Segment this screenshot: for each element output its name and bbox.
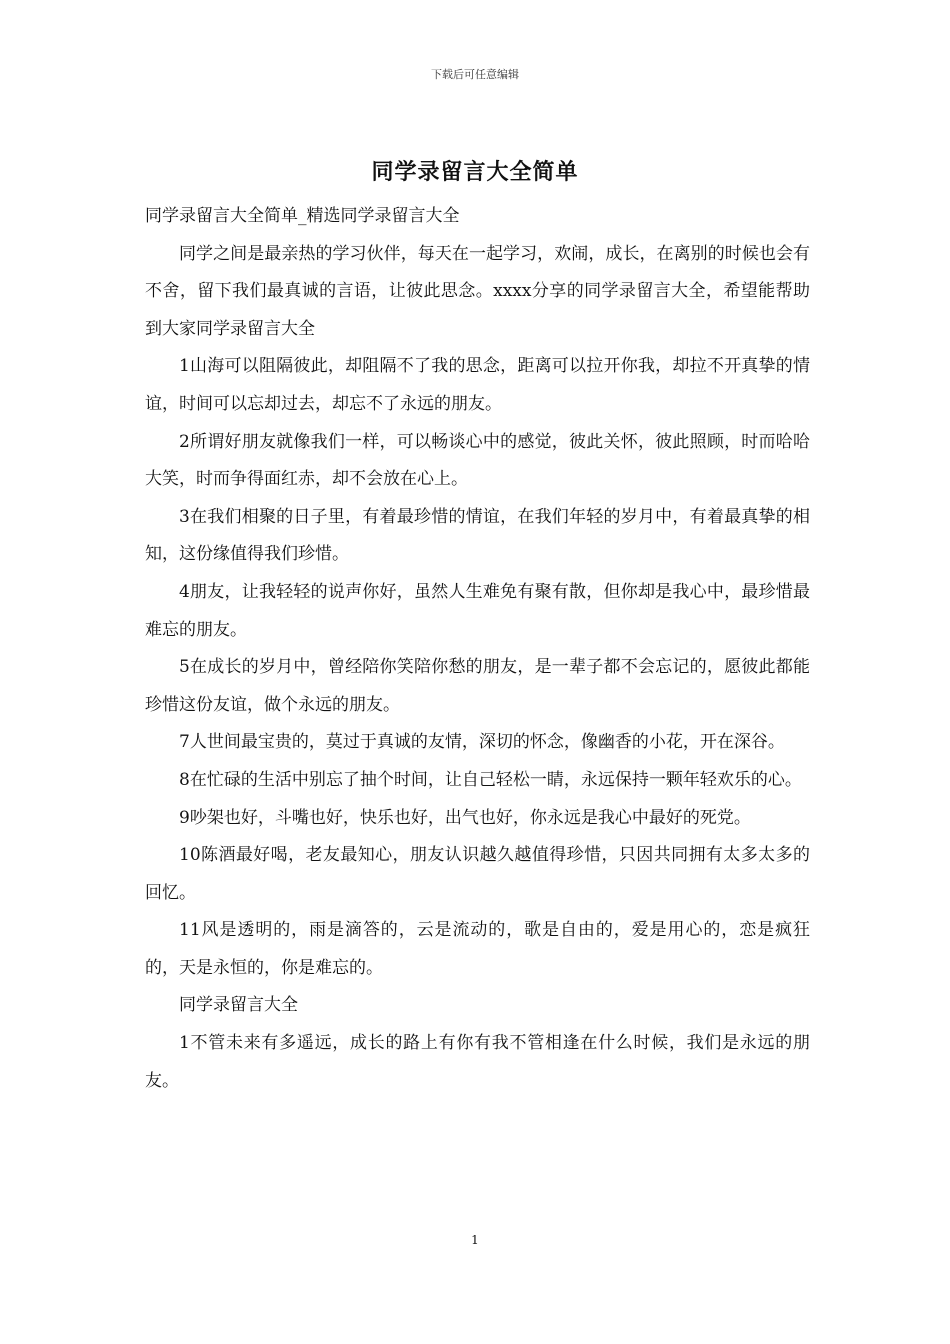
header-note: 下载后可任意编辑 [431, 68, 519, 81]
message-paragraph: 3在我们相聚的日子里，有着最珍惜的情谊，在我们年轻的岁月中，有着最真挚的相知，这份缘值得我们珍惜。 [145, 506, 810, 565]
page-number: 1 [471, 1233, 479, 1247]
message-paragraph: 4朋友，让我轻轻的说声你好，虽然人生难免有聚有散，但你却是我心中，最珍惜最难忘的朋友。 [145, 581, 810, 640]
subtitle: 同学录留言大全简单_精选同学录留言大全 [145, 206, 460, 226]
message-paragraph: 9吵架也好，斗嘴也好，快乐也好，出气也好，你永远是我心中最好的死党。 [179, 807, 751, 828]
document-body [145, 198, 810, 1100]
message-paragraph: 2所谓好朋友就像我们一样，可以畅谈心中的感觉，彼此关怀，彼此照顾，时而哈哈大笑，时而争得面红赤，却不会放在心上。 [145, 431, 810, 490]
message-paragraph: 11风是透明的，雨是滴答的，云是流动的，歌是自由的，爱是用心的，恋是疯狂的，天是永恒的，你是难忘的。 [145, 920, 810, 978]
document-title: 同学录留言大全简单 [371, 159, 579, 185]
message-paragraph: 5在成长的岁月中，曾经陪你笑陪你愁的朋友，是一辈子都不会忘记的，愿彼此都能珍惜这份友谊，做个永远的朋友。 [145, 657, 810, 715]
message-paragraph: 7人世间最宝贵的，莫过于真诚的友情，深切的怀念，像幽香的小花，开在深谷。 [179, 732, 785, 753]
message-paragraph: 8在忙碌的生活中别忘了抽个时间，让自己轻松一睛，永远保持一颗年轻欢乐的心。 [179, 769, 802, 790]
message-paragraph: 10陈酒最好喝，老友最知心，朋友认识越久越值得珍惜，只因共同拥有太多太多的回忆。 [145, 845, 810, 903]
message-paragraph: 1不管未来有多遥远，成长的路上有你有我不管相逢在什么时候，我们是永远的朋友。 [145, 1033, 810, 1091]
message-paragraph: 1山海可以阻隔彼此，却阻隔不了我的思念，距离可以拉开你我，却拉不开真挚的情谊，时间可以忘却过去，却忘不了永远的朋友。 [145, 356, 810, 414]
intro-paragraph: 同学之间是最亲热的学习伙伴，每天在一起学习，欢闹，成长，在离别的时候也会有不舍，留下我们最真诚的言语，让彼此思念。xxxx分享的同学录留言大全，希望能帮助到大家同学录留言大全 [145, 243, 810, 339]
section-heading: 同学录留言大全 [179, 995, 298, 1016]
